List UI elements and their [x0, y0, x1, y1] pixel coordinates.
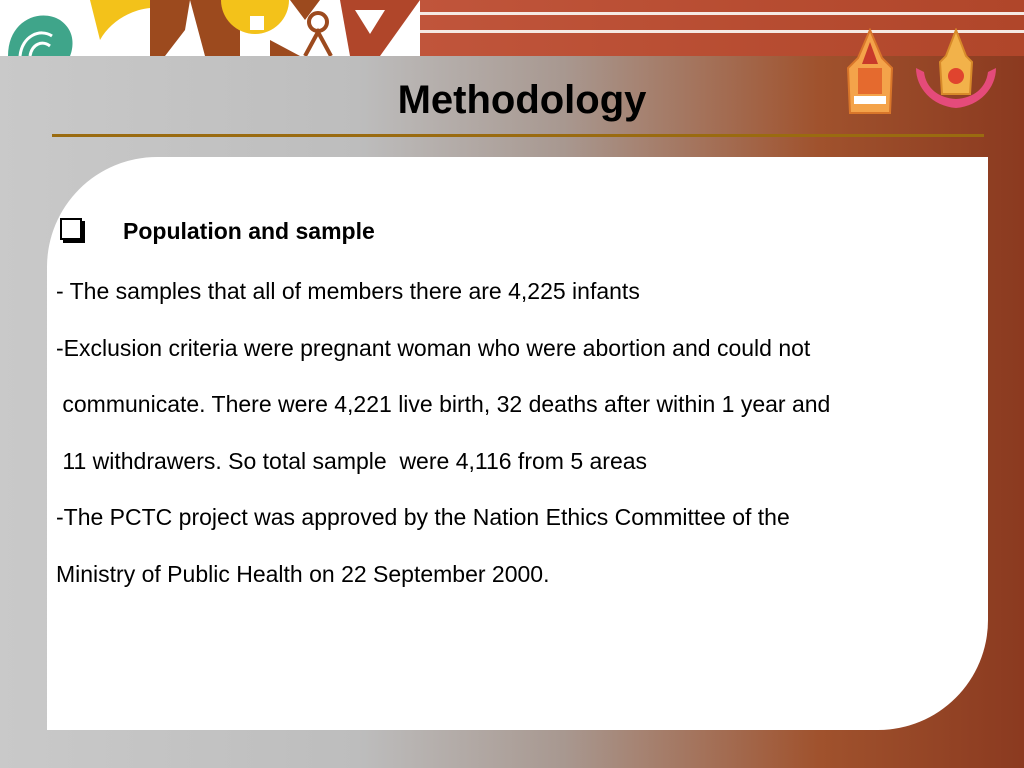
section-heading: Population and sample	[123, 218, 375, 244]
decorative-motif-icon	[0, 0, 430, 56]
slide-title: Methodology	[397, 78, 647, 122]
body-line: - The samples that all of members there are 4,225 infants	[56, 278, 640, 304]
body-line: Ministry of Public Health on 22 September 2000.	[56, 561, 550, 587]
body-line: 11 withdrawers. So total sample were 4,116 from 5 areas	[56, 448, 648, 474]
title-divider	[52, 134, 984, 137]
checkbox-icon	[60, 218, 82, 240]
body-line: -The PCTC project was approved by the Nation Ethics Committee of the	[56, 504, 790, 530]
body-line: communicate. There were 4,221 live birth, 32 deaths after within 1 year and	[56, 391, 831, 417]
body-line: -Exclusion criteria were pregnant woman who were abortion and could not	[56, 335, 811, 361]
banner-stripe	[420, 12, 1024, 15]
